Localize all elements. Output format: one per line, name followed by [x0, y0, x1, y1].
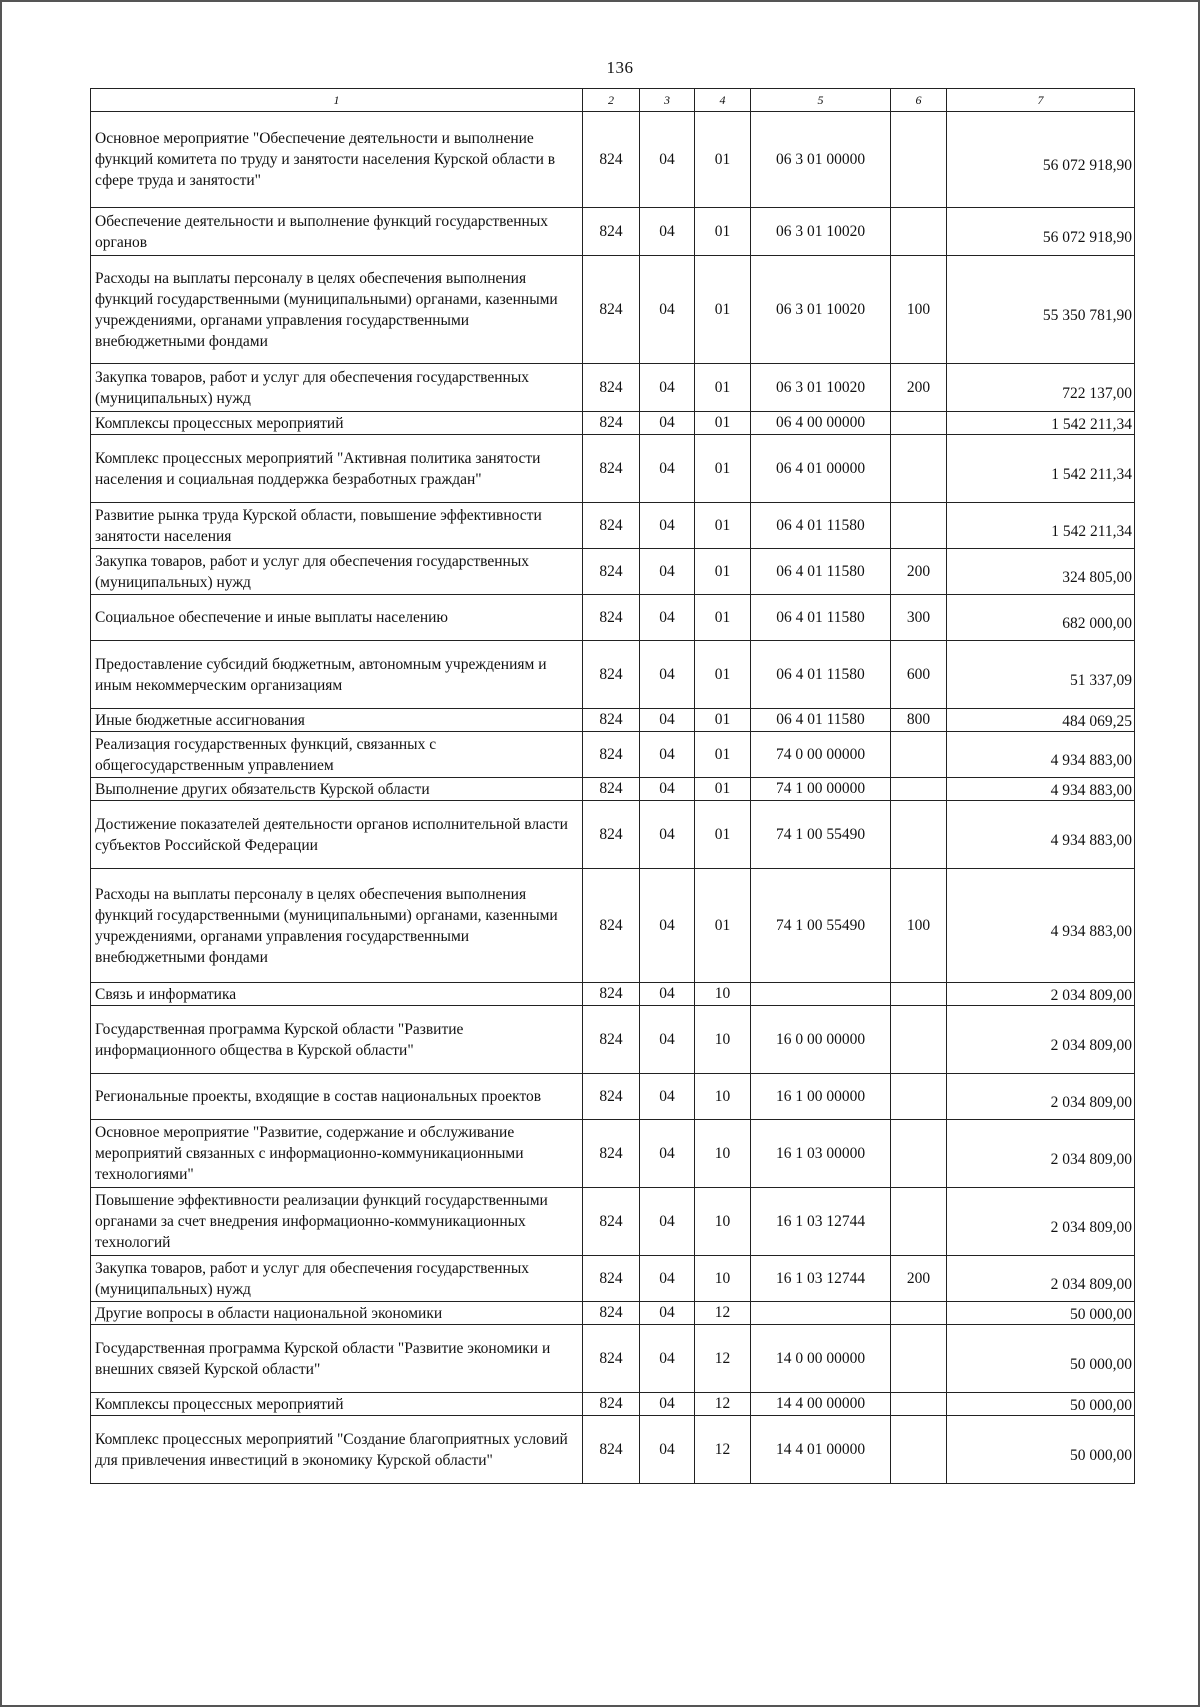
code-cell-3: 04: [640, 801, 695, 869]
code-cell-6: 100: [891, 256, 947, 364]
amount-value: 50 000,00: [1070, 1446, 1132, 1464]
amount-cell: [947, 256, 1135, 364]
amount-value: 1 542 211,34: [1051, 416, 1132, 433]
code-cell-6: 300: [891, 595, 947, 641]
amount-cell: [947, 732, 1135, 778]
amount-cell: [947, 435, 1135, 503]
table-row: [91, 1074, 1135, 1120]
amount-cell: [947, 1416, 1135, 1484]
code-cell-4: 12: [695, 1302, 751, 1325]
table-row: [91, 256, 1135, 364]
table-row: [91, 412, 1135, 435]
code-cell-6: 200: [891, 1256, 947, 1302]
code-cell-5: 16 1 03 12744: [751, 1188, 891, 1256]
table-row: [91, 208, 1135, 256]
row-name-cell: Закупка товаров, работ и услуг для обеспечения государственных (муниципальных) нужд: [91, 549, 583, 595]
code-cell-6: 600: [891, 641, 947, 709]
code-cell-2: 824: [583, 256, 640, 364]
row-name-cell: Реализация государственных функций, связанных с общегосударственным управлением: [91, 732, 583, 778]
code-cell-6: [891, 1074, 947, 1120]
amount-value: 1 542 211,34: [1051, 522, 1132, 540]
code-cell-2: 824: [583, 1325, 640, 1393]
code-cell-4: 10: [695, 1074, 751, 1120]
code-cell-3: 04: [640, 709, 695, 732]
code-cell-2: 824: [583, 1006, 640, 1074]
amount-cell: [947, 709, 1135, 732]
amount-value: 1 542 211,34: [1051, 465, 1132, 483]
code-cell-4: 01: [695, 412, 751, 435]
code-cell-5: 06 4 01 00000: [751, 435, 891, 503]
code-cell-2: 824: [583, 1120, 640, 1188]
code-cell-4: 01: [695, 641, 751, 709]
code-cell-5: 06 4 01 11580: [751, 503, 891, 549]
code-cell-5: 06 4 01 11580: [751, 549, 891, 595]
amount-cell: [947, 1074, 1135, 1120]
column-header: 5: [751, 89, 891, 112]
amount-cell: [947, 1006, 1135, 1074]
amount-cell: [947, 778, 1135, 801]
code-cell-2: 824: [583, 801, 640, 869]
code-cell-3: 04: [640, 1074, 695, 1120]
code-cell-4: 01: [695, 778, 751, 801]
row-name-cell: Комплекс процессных мероприятий "Создание благоприятных условий для привлечения инвестиций в экономику Курской области": [91, 1416, 583, 1484]
amount-value: 2 034 809,00: [1050, 1275, 1132, 1293]
amount-cell: [947, 1302, 1135, 1325]
code-cell-6: [891, 435, 947, 503]
code-cell-4: 10: [695, 1256, 751, 1302]
row-name-cell: Достижение показателей деятельности органов исполнительной власти субъектов Российской Федерации: [91, 801, 583, 869]
code-cell-3: 04: [640, 1256, 695, 1302]
code-cell-5: 16 1 03 12744: [751, 1256, 891, 1302]
row-name-cell: Комплекс процессных мероприятий "Активная политика занятости населения и социальная поддержка безработных граждан": [91, 435, 583, 503]
table-row: [91, 732, 1135, 778]
row-name-cell: Государственная программа Курской области "Развитие информационного общества в Курской области": [91, 1006, 583, 1074]
code-cell-3: 04: [640, 208, 695, 256]
amount-value: 4 934 883,00: [1050, 751, 1132, 769]
amount-value: 51 337,09: [1070, 671, 1132, 689]
code-cell-4: 01: [695, 364, 751, 412]
amount-cell: [947, 549, 1135, 595]
amount-cell: [947, 869, 1135, 983]
code-cell-5: 06 3 01 00000: [751, 112, 891, 208]
table-row: [91, 1256, 1135, 1302]
code-cell-4: 01: [695, 435, 751, 503]
code-cell-2: 824: [583, 435, 640, 503]
amount-cell: [947, 1393, 1135, 1416]
amount-value: 2 034 809,00: [1050, 1093, 1132, 1111]
code-cell-5: 14 0 00 00000: [751, 1325, 891, 1393]
code-cell-3: 04: [640, 983, 695, 1006]
row-name-cell: Развитие рынка труда Курской области, повышение эффективности занятости населения: [91, 503, 583, 549]
row-name-cell: Расходы на выплаты персоналу в целях обеспечения выполнения функций государственными (муниципальными) органами, казенными учреждениями, органами управления государственными внебюджетными фондами: [91, 256, 583, 364]
row-name-cell: Государственная программа Курской области "Развитие экономики и внешних связей Курской области": [91, 1325, 583, 1393]
code-cell-5: [751, 1302, 891, 1325]
table-row: [91, 1416, 1135, 1484]
code-cell-2: 824: [583, 778, 640, 801]
code-cell-2: 824: [583, 412, 640, 435]
amount-value: 2 034 809,00: [1050, 1036, 1132, 1054]
code-cell-6: [891, 1325, 947, 1393]
code-cell-5: 74 1 00 00000: [751, 778, 891, 801]
row-name-cell: Выполнение других обязательств Курской области: [91, 778, 583, 801]
table-row: [91, 112, 1135, 208]
code-cell-2: 824: [583, 709, 640, 732]
amount-value: 50 000,00: [1070, 1397, 1132, 1414]
code-cell-5: 74 0 00 00000: [751, 732, 891, 778]
code-cell-6: 100: [891, 869, 947, 983]
row-name-cell: Основное мероприятие "Обеспечение деятельности и выполнение функций комитета по труду и занятости населения Курской области в сфере труда и занятости": [91, 112, 583, 208]
column-header: 4: [695, 89, 751, 112]
code-cell-6: [891, 1120, 947, 1188]
code-cell-2: 824: [583, 1416, 640, 1484]
row-name-cell: Закупка товаров, работ и услуг для обеспечения государственных (муниципальных) нужд: [91, 1256, 583, 1302]
row-name-cell: Региональные проекты, входящие в состав национальных проектов: [91, 1074, 583, 1120]
table-row: [91, 1302, 1135, 1325]
row-name-cell: Другие вопросы в области национальной экономики: [91, 1302, 583, 1325]
row-name-cell: Комплексы процессных мероприятий: [91, 412, 583, 435]
row-name-cell: Повышение эффективности реализации функций государственными органами за счет внедрения информационно-коммуникационных технологий: [91, 1188, 583, 1256]
column-header: 2: [583, 89, 640, 112]
code-cell-6: [891, 208, 947, 256]
amount-value: 2 034 809,00: [1050, 1218, 1132, 1236]
code-cell-4: 01: [695, 732, 751, 778]
code-cell-4: 10: [695, 1120, 751, 1188]
table-row: [91, 983, 1135, 1006]
code-cell-4: 01: [695, 503, 751, 549]
amount-value: 4 934 883,00: [1050, 831, 1132, 849]
amount-value: 50 000,00: [1070, 1355, 1132, 1373]
code-cell-3: 04: [640, 435, 695, 503]
budget-table: [90, 88, 1135, 1484]
code-cell-5: 06 4 01 11580: [751, 595, 891, 641]
code-cell-6: [891, 983, 947, 1006]
row-name-cell: Обеспечение деятельности и выполнение функций государственных органов: [91, 208, 583, 256]
code-cell-2: 824: [583, 595, 640, 641]
table-body: [91, 112, 1135, 1484]
code-cell-4: 01: [695, 549, 751, 595]
row-name-cell: Закупка товаров, работ и услуг для обеспечения государственных (муниципальных) нужд: [91, 364, 583, 412]
code-cell-5: 06 4 01 11580: [751, 709, 891, 732]
row-name-cell: Комплексы процессных мероприятий: [91, 1393, 583, 1416]
code-cell-5: 06 4 00 00000: [751, 412, 891, 435]
code-cell-4: 10: [695, 1006, 751, 1074]
code-cell-4: 01: [695, 256, 751, 364]
code-cell-3: 04: [640, 112, 695, 208]
code-cell-2: 824: [583, 549, 640, 595]
amount-cell: [947, 641, 1135, 709]
code-cell-3: 04: [640, 1325, 695, 1393]
row-name-cell: Иные бюджетные ассигнования: [91, 709, 583, 732]
amount-cell: [947, 364, 1135, 412]
amount-value: 2 034 809,00: [1050, 987, 1132, 1004]
code-cell-2: 824: [583, 641, 640, 709]
amount-cell: [947, 1325, 1135, 1393]
amount-cell: [947, 208, 1135, 256]
code-cell-6: [891, 1393, 947, 1416]
column-header: 6: [891, 89, 947, 112]
amount-value: 55 350 781,90: [1042, 306, 1132, 324]
amount-value: 4 934 883,00: [1050, 782, 1132, 799]
code-cell-3: 04: [640, 256, 695, 364]
amount-cell: [947, 112, 1135, 208]
code-cell-2: 824: [583, 364, 640, 412]
code-cell-3: 04: [640, 1416, 695, 1484]
amount-cell: [947, 412, 1135, 435]
code-cell-4: 01: [695, 112, 751, 208]
code-cell-4: 12: [695, 1325, 751, 1393]
code-cell-6: [891, 1302, 947, 1325]
code-cell-2: 824: [583, 732, 640, 778]
code-cell-3: 04: [640, 364, 695, 412]
code-cell-6: [891, 1006, 947, 1074]
row-name-cell: Предоставление субсидий бюджетным, автономным учреждениям и иным некоммерческим организациям: [91, 641, 583, 709]
column-header: 7: [947, 89, 1135, 112]
code-cell-5: 06 4 01 11580: [751, 641, 891, 709]
code-cell-5: 74 1 00 55490: [751, 801, 891, 869]
code-cell-2: 824: [583, 1188, 640, 1256]
code-cell-6: [891, 112, 947, 208]
code-cell-5: 06 3 01 10020: [751, 364, 891, 412]
amount-cell: [947, 801, 1135, 869]
code-cell-4: 01: [695, 208, 751, 256]
code-cell-2: 824: [583, 1302, 640, 1325]
amount-value: 2 034 809,00: [1050, 1150, 1132, 1168]
amount-cell: [947, 595, 1135, 641]
code-cell-6: 200: [891, 549, 947, 595]
table-row: [91, 435, 1135, 503]
amount-value: 56 072 918,90: [1042, 156, 1132, 174]
page-border-left: [0, 0, 2, 1707]
code-cell-6: 800: [891, 709, 947, 732]
code-cell-6: [891, 1416, 947, 1484]
amount-value: 56 072 918,90: [1042, 228, 1132, 246]
column-header: 3: [640, 89, 695, 112]
table-row: [91, 1325, 1135, 1393]
code-cell-5: 16 1 00 00000: [751, 1074, 891, 1120]
code-cell-4: 01: [695, 595, 751, 641]
code-cell-2: 824: [583, 1393, 640, 1416]
code-cell-3: 04: [640, 1006, 695, 1074]
table-row: [91, 869, 1135, 983]
code-cell-3: 04: [640, 549, 695, 595]
code-cell-2: 824: [583, 503, 640, 549]
table-row: [91, 595, 1135, 641]
amount-cell: [947, 1256, 1135, 1302]
code-cell-5: 16 1 03 00000: [751, 1120, 891, 1188]
code-cell-5: 16 0 00 00000: [751, 1006, 891, 1074]
code-cell-3: 04: [640, 778, 695, 801]
table-row: [91, 364, 1135, 412]
code-cell-4: 12: [695, 1416, 751, 1484]
code-cell-3: 04: [640, 869, 695, 983]
code-cell-5: 14 4 00 00000: [751, 1393, 891, 1416]
amount-value: 484 069,25: [1062, 713, 1132, 730]
code-cell-2: 824: [583, 1256, 640, 1302]
amount-cell: [947, 1120, 1135, 1188]
table-row: [91, 549, 1135, 595]
row-name-cell: Связь и информатика: [91, 983, 583, 1006]
code-cell-6: [891, 412, 947, 435]
code-cell-2: 824: [583, 1074, 640, 1120]
row-name-cell: Расходы на выплаты персоналу в целях обеспечения выполнения функций государственными (муниципальными) органами, казенными учреждениями, органами управления государственными внебюджетными фондами: [91, 869, 583, 983]
code-cell-6: 200: [891, 364, 947, 412]
code-cell-3: 04: [640, 732, 695, 778]
code-cell-5: 14 4 01 00000: [751, 1416, 891, 1484]
code-cell-6: [891, 1188, 947, 1256]
code-cell-3: 04: [640, 412, 695, 435]
code-cell-3: 04: [640, 503, 695, 549]
page-border-top: [0, 0, 1200, 2]
code-cell-3: 04: [640, 1302, 695, 1325]
code-cell-4: 10: [695, 983, 751, 1006]
table-row: [91, 1120, 1135, 1188]
amount-cell: [947, 983, 1135, 1006]
code-cell-5: [751, 983, 891, 1006]
code-cell-4: 01: [695, 869, 751, 983]
amount-value: 722 137,00: [1062, 384, 1132, 402]
code-cell-3: 04: [640, 1393, 695, 1416]
code-cell-5: 74 1 00 55490: [751, 869, 891, 983]
table-row: [91, 1393, 1135, 1416]
code-cell-6: [891, 778, 947, 801]
code-cell-4: 01: [695, 709, 751, 732]
code-cell-4: 01: [695, 801, 751, 869]
code-cell-2: 824: [583, 869, 640, 983]
table-row: [91, 778, 1135, 801]
table-row: [91, 641, 1135, 709]
row-name-cell: Социальное обеспечение и иные выплаты населению: [91, 595, 583, 641]
code-cell-6: [891, 503, 947, 549]
table-row: [91, 503, 1135, 549]
amount-cell: [947, 1188, 1135, 1256]
amount-cell: [947, 503, 1135, 549]
code-cell-4: 10: [695, 1188, 751, 1256]
column-header: 1: [91, 89, 583, 112]
table-row: [91, 709, 1135, 732]
code-cell-6: [891, 801, 947, 869]
code-cell-2: 824: [583, 208, 640, 256]
amount-value: 50 000,00: [1070, 1306, 1132, 1323]
code-cell-6: [891, 732, 947, 778]
table-row: [91, 801, 1135, 869]
table-row: [91, 1006, 1135, 1074]
row-name-cell: Основное мероприятие "Развитие, содержание и обслуживание мероприятий связанных с информационно-коммуникационными технологиями": [91, 1120, 583, 1188]
code-cell-3: 04: [640, 641, 695, 709]
column-number-row: [91, 89, 1135, 112]
page-number: 136: [606, 58, 634, 77]
code-cell-3: 04: [640, 595, 695, 641]
code-cell-2: 824: [583, 983, 640, 1006]
code-cell-5: 06 3 01 10020: [751, 208, 891, 256]
code-cell-4: 12: [695, 1393, 751, 1416]
amount-value: 682 000,00: [1062, 614, 1132, 632]
amount-value: 324 805,00: [1062, 568, 1132, 586]
code-cell-5: 06 3 01 10020: [751, 256, 891, 364]
code-cell-3: 04: [640, 1120, 695, 1188]
code-cell-3: 04: [640, 1188, 695, 1256]
amount-value: 4 934 883,00: [1050, 922, 1132, 940]
table-row: [91, 1188, 1135, 1256]
code-cell-2: 824: [583, 112, 640, 208]
